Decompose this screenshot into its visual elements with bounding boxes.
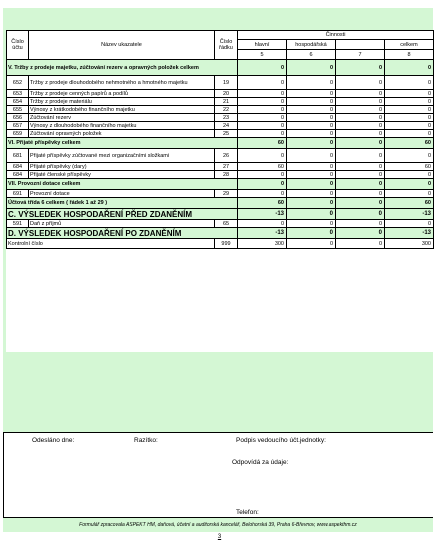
value-v7: 0 [336,149,385,163]
value-v8: 0 [385,76,434,90]
col-hospodarska: hospodářská [287,40,336,50]
table-row [7,76,434,90]
value-v7: 0 [336,228,385,239]
col-nazev-ukazatele: Název ukazatele [29,31,215,60]
account-code: 653 [7,90,29,98]
table-row [7,90,434,98]
value-v5: 300 [238,239,287,249]
account-code: 656 [7,114,29,122]
value-v5: 0 [238,220,287,228]
value-v5: 0 [238,76,287,90]
table-row [7,190,434,198]
value-v7: 0 [336,138,385,149]
section-label: V. Tržby z prodeje majetku, zúčtování rezerv a opravných položek celkem [7,60,238,76]
value-v6: 0 [287,220,336,228]
value-v8: 0 [385,190,434,198]
table-row [7,149,434,163]
account-code: 691 [7,190,29,198]
row-number: 20 [215,90,238,98]
value-v8: 0 [385,60,434,76]
table-row [7,163,434,171]
section-label: C. VÝSLEDEK HOSPODAŘENÍ PŘED ZDANĚNÍM [7,209,238,220]
value-v6: 0 [287,138,336,149]
row-label: Provozní dotace [29,190,215,198]
table-row [7,209,434,220]
value-v8: 300 [385,239,434,249]
account-code: 684 [7,163,29,171]
row-label: Výnosy z krátkodobého finančního majetku [29,106,215,114]
table-row [7,106,434,114]
value-v5: 0 [238,190,287,198]
value-v7: 0 [336,90,385,98]
value-v7: 0 [336,198,385,209]
value-v5: 0 [238,98,287,106]
row-number: 25 [215,130,238,138]
row-number: 23 [215,114,238,122]
value-v5: 0 [238,106,287,114]
value-v8: 0 [385,114,434,122]
row-label: Výnosy z dlouhodobého finančního majetku [29,122,215,130]
value-v5: 0 [238,90,287,98]
row-number: 28 [215,171,238,179]
table-row [7,130,434,138]
value-v6: 0 [287,171,336,179]
table-row [7,114,434,122]
value-v8: 60 [385,198,434,209]
value-v6: 0 [287,149,336,163]
value-v8: 0 [385,90,434,98]
table-row [7,98,434,106]
col-num-7: 7 [336,50,385,60]
value-v6: 0 [287,198,336,209]
table-row [7,179,434,190]
account-code: 684 [7,171,29,179]
row-number: 65 [215,220,238,228]
value-v8: 60 [385,138,434,149]
row-label: Kontrolní číslo [7,239,215,249]
stamp-label: Razítko: [134,437,158,444]
value-v8: 0 [385,179,434,190]
value-v6: 0 [287,122,336,130]
col-cinnosti: Činnosti [238,31,434,40]
value-v7: 0 [336,114,385,122]
value-v8: 0 [385,98,434,106]
row-label: Tržby z prodeje cenných papírů a podílů [29,90,215,98]
row-label: Zúčtování rezerv [29,114,215,122]
row-number: 27 [215,163,238,171]
col-hlavni: hlavní [238,40,287,50]
value-v6: 0 [287,190,336,198]
table-row [7,122,434,130]
row-label: Zúčtování opravných položek [29,130,215,138]
phone-label: Telefon: [236,509,259,516]
value-v7: 0 [336,179,385,190]
col-blank [336,40,385,50]
value-v5: 0 [238,149,287,163]
value-v7: 0 [336,220,385,228]
value-v5: 60 [238,138,287,149]
row-label: Přijaté příspěvky zúčtované mezi organizačními složkami [29,149,215,163]
col-cislo-radku: Číslo řádku [215,31,238,60]
value-v6: 0 [287,239,336,249]
table-row [7,228,434,239]
value-v8: 0 [385,130,434,138]
value-v7: 0 [336,190,385,198]
value-v7: 0 [336,171,385,179]
col-cislo-uctu: Číslo účtu [7,31,29,60]
account-code: 659 [7,130,29,138]
value-v8: 0 [385,149,434,163]
value-v7: 0 [336,163,385,171]
account-code: 652 [7,76,29,90]
table-row [7,60,434,76]
row-number: 21 [215,98,238,106]
value-v6: 0 [287,60,336,76]
value-v7: 0 [336,130,385,138]
value-v7: 0 [336,122,385,130]
account-code: 681 [7,149,29,163]
responsible-person-label: Odpovídá za údaje: [232,459,289,466]
value-v6: 0 [287,98,336,106]
table-row [7,138,434,149]
value-v8: 0 [385,106,434,114]
value-v8: 0 [385,171,434,179]
income-statement-table [6,30,434,249]
header-band [3,8,433,30]
table-row [7,171,434,179]
value-v5: 60 [238,163,287,171]
value-v8: 60 [385,163,434,171]
value-v7: 0 [336,98,385,106]
value-v7: 0 [336,76,385,90]
row-label: Tržby z prodeje dlouhodobého nehmotného a hmotného majetku [29,76,215,90]
row-label: Přijaté členské příspěvky [29,171,215,179]
section-label: Účtová třída 6 celkem ( řádek 1 až 29 ) [7,198,238,209]
account-code: 591 [7,220,29,228]
empty-band [3,352,433,432]
value-v7: 0 [336,60,385,76]
value-v7: 0 [336,106,385,114]
value-v6: 0 [287,163,336,171]
row-label: Daň z příjmů [29,220,215,228]
value-v5: -13 [238,228,287,239]
page-number: 3 [217,534,222,540]
value-v5: 0 [238,130,287,138]
value-v5: 0 [238,179,287,190]
row-label: Tržby z prodeje materiálu [29,98,215,106]
table-row [7,198,434,209]
value-v6: 0 [287,130,336,138]
row-number: 29 [215,190,238,198]
value-v8: -13 [385,209,434,220]
row-label: Přijaté příspěvky (dary) [29,163,215,171]
footer-note: Formulář zpracovala ASPEKT HM, daňová, účetní a auditorská kancelář, Belohorská 39, Praha 6-Břevnov, www.aspekthm.cz [3,518,433,532]
value-v8: 0 [385,220,434,228]
row-number: 26 [215,149,238,163]
table-row [7,239,434,249]
section-label: VII. Provozní dotace celkem [7,179,238,190]
value-v5: -13 [238,209,287,220]
value-v5: 60 [238,198,287,209]
signature-block [3,432,433,518]
value-v7: 0 [336,209,385,220]
value-v8: -13 [385,228,434,239]
value-v5: 0 [238,122,287,130]
account-code: 654 [7,98,29,106]
value-v6: 0 [287,114,336,122]
col-celkem: celkem [385,40,434,50]
value-v7: 0 [336,239,385,249]
value-v5: 0 [238,114,287,122]
col-num-8: 8 [385,50,434,60]
col-num-6: 6 [287,50,336,60]
account-code: 655 [7,106,29,114]
value-v6: 0 [287,209,336,220]
sent-date-label: Odesláno dne: [32,437,75,444]
value-v6: 0 [287,228,336,239]
row-number: 19 [215,76,238,90]
value-v5: 0 [238,60,287,76]
table-row [7,220,434,228]
section-label: VI. Přijaté příspěvky celkem [7,138,238,149]
col-num-5: 5 [238,50,287,60]
row-number: 24 [215,122,238,130]
value-v6: 0 [287,106,336,114]
account-code: 657 [7,122,29,130]
value-v6: 0 [287,90,336,98]
value-v6: 0 [287,76,336,90]
manager-signature-label: Podpis vedoucího účt.jednotky: [236,437,326,444]
value-v5: 0 [238,171,287,179]
value-v6: 0 [287,179,336,190]
row-number: 999 [215,239,238,249]
value-v8: 0 [385,122,434,130]
row-number: 22 [215,106,238,114]
section-label: D. VÝSLEDEK HOSPODAŘENÍ PO ZDANĚNÍM [7,228,238,239]
